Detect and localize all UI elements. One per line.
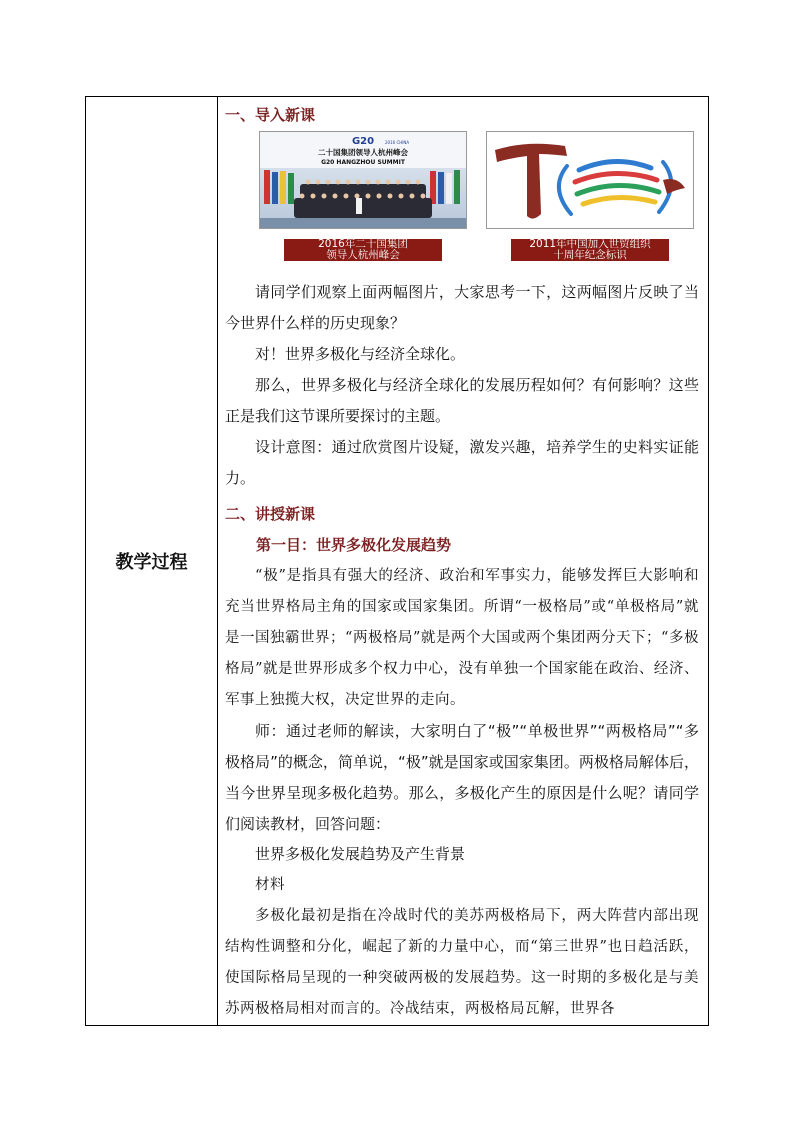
group-photo-people bbox=[294, 184, 432, 218]
topic-title: 世界多极化发展趋势及产生背景 bbox=[255, 845, 466, 863]
banner-logo: G20 bbox=[351, 136, 375, 147]
material-label: 材料 bbox=[255, 877, 285, 893]
teacher-explanation: 师：通过老师的解读，大家明白了“极”“单极世界”“两极格局”“多极格局”的概念，简单说，“极”就是国家或国家集团。两极格局解体后，当今世界呈现多极化趋势。那么，多极化产生的原因是什么呢？请同学们阅读教材，回答问题： bbox=[225, 722, 699, 833]
caption-line: 2011年中国加入世贸组织 bbox=[529, 238, 651, 250]
caption-line: 十周年纪念标识 bbox=[553, 249, 627, 261]
figure-g20 bbox=[259, 131, 467, 261]
figure-wto-caption bbox=[511, 239, 669, 261]
design-intent: 设计意图：通过欣赏图片设疑，激发兴趣，培养学生的史料实证能力。 bbox=[225, 438, 699, 487]
content-cell bbox=[218, 97, 708, 1025]
row-label-cell bbox=[86, 97, 218, 1025]
material-text: 多极化最初是指在冷战时代的美苏两极格局下，两大阵营内部出现结构性调整和分化，崛起了新的力量中心，而“第三世界”也日趋活跃，使国际格局呈现的一种突破两极的发展趋势。这一时期的多极化是与美苏两极格局相对而言的。冷战结束，两极格局瓦解，世界各 bbox=[225, 908, 699, 1017]
section-heading-lecture: 二、讲授新课 bbox=[225, 505, 316, 523]
banner-small: 2016 CHINA bbox=[385, 140, 410, 145]
wto-china-logo-image bbox=[487, 132, 693, 228]
section-heading-intro: 一、导入新课 bbox=[225, 106, 316, 124]
g20-photo bbox=[259, 131, 467, 229]
banner-title: 二十国集团领导人杭州峰会 bbox=[318, 148, 408, 157]
figure-wto bbox=[486, 131, 694, 261]
wto-logo-frame bbox=[486, 131, 694, 229]
caption-line: 领导人杭州峰会 bbox=[326, 249, 400, 261]
row-label: 教学过程 bbox=[115, 552, 188, 573]
intro-transition: 那么，世界多极化与经济全球化的发展历程如何？有何影响？这些正是我们这节课所要探讨的主题。 bbox=[225, 376, 699, 425]
g20-photo-image bbox=[260, 132, 466, 228]
caption-line: 2016年二十国集团 bbox=[318, 238, 408, 250]
banner-subtitle: G20 HANGZHOU SUMMIT bbox=[321, 159, 405, 166]
subsection-heading: 第一目：世界多极化发展趋势 bbox=[256, 536, 452, 554]
intro-question: 请同学们观察上面两幅图片，大家思考一下，这两幅图片反映了当今世界什么样的历史现象？ bbox=[225, 283, 699, 332]
figure-g20-caption bbox=[284, 239, 442, 261]
intro-answer: 对！世界多极化与经济全球化。 bbox=[255, 345, 466, 363]
lesson-table bbox=[85, 96, 709, 1026]
pole-definition: “极”是指具有强大的经济、政治和军事实力，能够发挥巨大影响和充当世界格局主角的国家或国家集团。所谓“一极格局”或“单极格局”就是一国独霸世界；“两极格局”就是两个大国或两个集团两分天下；“多极格局”就是世界形成多个权力中心，没有单独一个国家能在政治、经济、军事上独揽大权，决定世界的走向。 bbox=[225, 568, 699, 708]
